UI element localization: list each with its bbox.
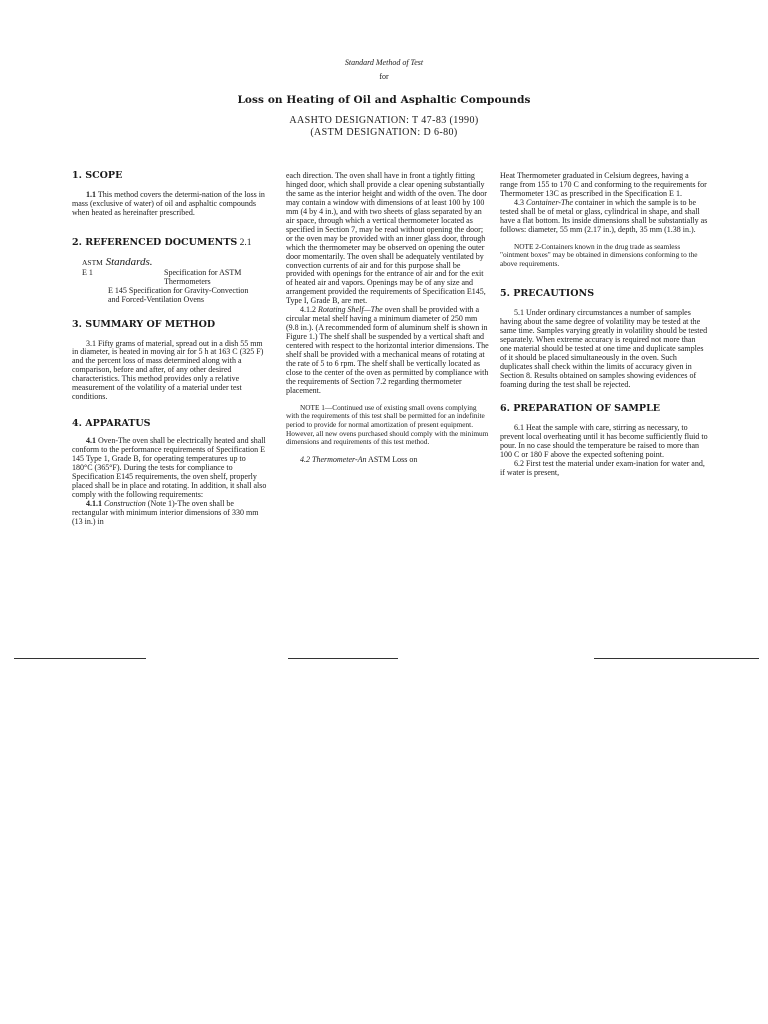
container-number: 4.3 <box>514 197 524 207</box>
text-column-2 <box>286 172 490 465</box>
references-heading-text: 2. REFERENCED DOCUMENTS <box>72 236 238 248</box>
scope-number: 1.1 <box>86 189 96 199</box>
text-column-3 <box>500 172 708 478</box>
rotating-shelf-text: oven shall be provided with a circular metal shelf having a minimum diameter of 250 mm (9.8 in.). (A recommended form of aluminum shelf is shown in Figure 1.) The shelf shall be suspended by a vertical shaft and centered with respect to the horizontal interior dimensions. The shelf shall be provided with a mechanical means of rotating at the rate of 5 to 6 rpm. The shelf shall be vertically located as close to the center of the oven as permitted by compliance with the requirements of Section 7.2 regarding thermometer placement. <box>286 305 489 395</box>
section-heading-preparation: 6. PREPARATION OF SAMPLE <box>500 402 660 414</box>
construction-text: (Note 1)-The oven shall be rectangular with minimum interior dimensions of 330 mm (13 in.) in <box>72 498 259 526</box>
section-heading-precautions: 5. PRECAUTIONS <box>500 288 595 300</box>
aashto-designation: AASHTO DESIGNATION: T 47-83 (1990) <box>289 115 479 126</box>
astm-designation: (ASTM DESIGNATION: D 6-80) <box>310 127 458 138</box>
container-text: container in which the sample is to be tested shall be of metal or glass, cylindrical in shape, and shall have a flat bottom. Its inside dimensions shall be substantially as follows: diameter, 55 mm (2.17 in.), depth, 35 mm (1.38 in.). <box>500 197 708 234</box>
note-2: NOTE 2-Containers known in the drug trade as seamless "ointment boxes" may be obtained in dimensions conforming to the above requirements. <box>500 241 698 268</box>
precautions-paragraph: 5.1 Under ordinary circumstances a number of samples having about the same degree of volatility may be tested at the same time. Samples varying greatly in volatility should be tested separately. When extreme accuracy is required not more than one material should be tested at one time and duplicate samples of it should be placed simultaneously in the oven. Such duplicates shall check within the limits of accuracy given in Section 8. Results obtained on samples showing evidences of foaming during the test shall be rejected. <box>500 308 708 390</box>
reference-e1-code: E 1 <box>82 267 93 277</box>
apparatus-text: Oven-The oven shall be electrically heated and shall conform to the performance requirements of Specification E 145 Type 1, Grade B, for operating temperatures up to 180°C (365°F). During the tests for compliance to Specification E145 requirements, the oven shelf, properly placed shall be in place and rotating. In addition, it shall also comply with the following requirements: <box>72 436 267 499</box>
reference-e1-text: Specification for ASTM Thermometers <box>164 267 242 286</box>
text-column-1 <box>72 172 268 527</box>
summary-paragraph: 3.1 Fifty grams of material, spread out in a dish 55 mm in diameter, is heated in moving air for 5 h at 163 C (325 F) and the percent loss of mass determined along with a comparison, before and after, of any other desired characteristics. This method provides only a relative measurement of the volatility of a material under test conditions. <box>72 338 264 402</box>
container-label: Container-The <box>524 197 573 207</box>
preparation-paragraph-2: 6.2 First test the material under exam-ination for water and, if water is present, <box>500 458 705 477</box>
astm-standards-label <box>72 256 268 269</box>
container-paragraph <box>500 199 708 235</box>
thermometer-text: ASTM Loss on <box>366 454 418 464</box>
section-heading-scope: 1. SCOPE <box>72 170 123 181</box>
note-1: NOTE 1—Continued use of existing small ovens complying with the requirements of this test shall be permitted for an indefinite period to provide for normal amortization of present equipment. However, all new ovens purchased should comply with the minimum dimensions and requirements of this test method. <box>286 402 489 447</box>
doc-for-line: for <box>379 72 389 81</box>
footer-rule-left <box>14 658 146 659</box>
rotating-shelf-number: 4.1.2 <box>300 305 316 315</box>
references-number: 2.1 <box>237 237 252 248</box>
section-heading-references <box>72 236 268 248</box>
apparatus-number: 4.1 <box>86 436 96 446</box>
rotating-shelf-label: Rotating Shelf—The <box>316 305 383 315</box>
astm-small-caps: ASTM <box>82 257 103 267</box>
construction-number: 4.1.1 <box>86 498 102 508</box>
thermometer-continued: Heat Thermometer graduated in Celsium degrees, having a range from 155 to 170 C and conforming to the requirements for Thermometer 13C as prescribed in the Specification E 1. <box>500 171 707 198</box>
footer-rule-center <box>288 658 398 659</box>
apparatus-paragraph <box>72 437 268 500</box>
thermometer-paragraph <box>286 456 490 465</box>
construction-paragraph <box>72 500 268 527</box>
scope-text: This method covers the determi-nation of the loss in mass (exclusive of water) of oil and asphaltic compounds when heated as hereinafter prescribed. <box>72 189 265 217</box>
footer-rule-right <box>594 658 759 659</box>
preparation-paragraph-1: 6.1 Heat the sample with care, stirring as necessary, to prevent local overheating until it has become sufficiently fluid to pour. In no case should the temperature be raised to more than 100 C or 180 F above the expected softening point. <box>500 422 708 459</box>
section-heading-summary: 3. SUMMARY OF METHOD <box>72 318 216 330</box>
standards-word: Standards. <box>102 255 153 268</box>
reference-e1 <box>72 269 268 287</box>
doc-title: Loss on Heating of Oil and Asphaltic Compounds <box>237 94 531 106</box>
rotating-shelf-paragraph <box>286 306 490 396</box>
scope-paragraph <box>72 191 268 218</box>
thermometer-label: 4.2 Thermometer-An <box>300 454 367 464</box>
construction-label: Construction <box>102 498 146 508</box>
reference-e145: E 145 Specification for Gravity-Convection and Forced-Ventilation Ovens <box>108 285 249 304</box>
oven-door-paragraph: each direction. The oven shall have in front a tightly fitting hinged door, which shall provide a clear opening substantially the same as the interior height and width of the oven. The door may contain a window with dimensions of at least 100 by 100 mm (4 by 4 in.), and with two sheets of glass separated by an air space, through which a vertical thermometer located as specified in Section 7, may be read without opening the door; or the oven may be provided with an inner glass door, through which the thermometer may be observed on opening the outer door momentarily. The oven shall be adequately ventilated by convection currents of air and for this purpose shall be provided with openings for the entrance of air and for the exit of heated air and vapors. Openings may be of any size and arrangement provided the requirements of Specification E145, Type I, Grade B, are met. <box>286 171 487 306</box>
section-heading-apparatus: 4. APPARATUS <box>72 418 151 430</box>
doc-supertitle: Standard Method of Test <box>344 58 424 67</box>
